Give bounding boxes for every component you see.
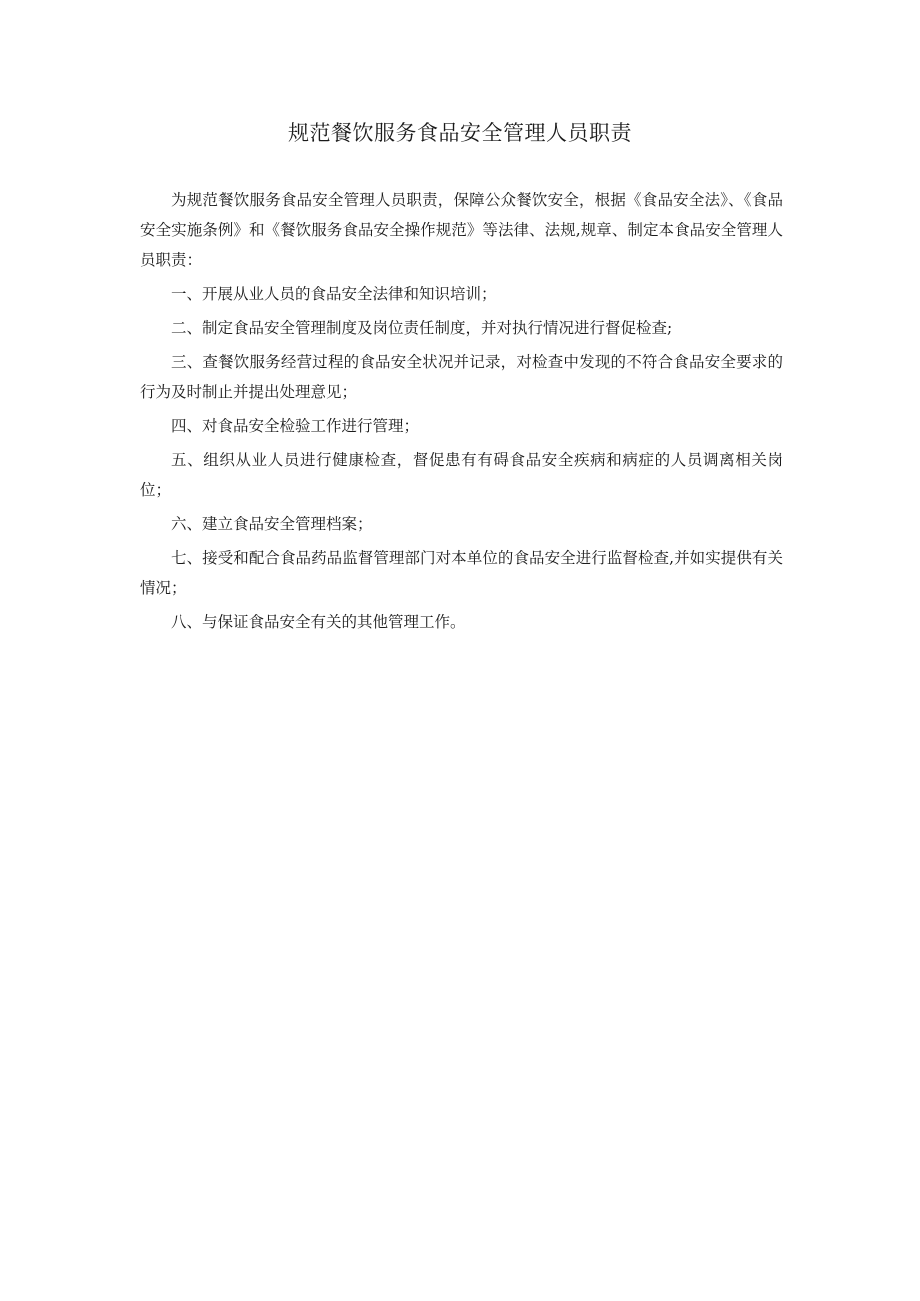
duty-item-4: 四、对食品安全检验工作进行管理； bbox=[171, 417, 420, 435]
duty-item-3: 三、查餐饮服务经营过程的食品安全状况并记录，对检查中发现的不符合食品安全要求的行为及时制止并提出处理意见； bbox=[140, 353, 783, 401]
duty-item-5: 五、组织从业人员进行健康检查，督促患有有碍食品安全疾病和病症的人员调离相关岗位； bbox=[140, 451, 783, 499]
duty-item-6: 六、建立食品安全管理档案； bbox=[171, 515, 373, 533]
duty-item-1: 一、开展从业人员的食品安全法律和知识培训； bbox=[171, 285, 497, 303]
duty-item-2: 二、制定食品安全管理制度及岗位责任制度，并对执行情况进行督促检查; bbox=[171, 319, 673, 337]
document-body bbox=[140, 185, 783, 641]
duty-item-8: 八、与保证食品安全有关的其他管理工作。 bbox=[171, 613, 466, 631]
intro-paragraph: 为规范餐饮服务食品安全管理人员职责，保障公众餐饮安全，根据《食品安全法》、《食品安全实施条例》和《餐饮服务食品安全操作规范》等法律、法规,规章、制定本食品安全管理人员职责： bbox=[140, 191, 783, 269]
document-title: 规范餐饮服务食品安全管理人员职责 bbox=[288, 121, 632, 145]
duty-item-7: 七、接受和配合食品药品监督管理部门对本单位的食品安全进行监督检查,并如实提供有关情况； bbox=[140, 549, 783, 597]
